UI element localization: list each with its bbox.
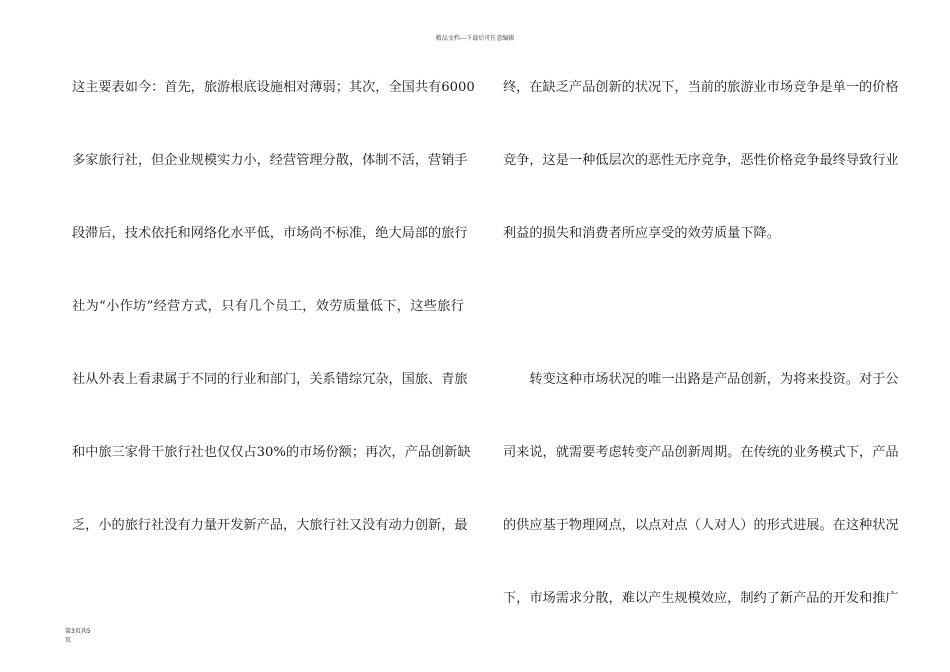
paragraph-line: 的供应基于物理网点，以点对点（人对人）的形式进展。在这种状况 — [503, 518, 899, 533]
paragraph-line: 乏，小的旅行社没有力量开发新产品，大旅行社又没有动力创新，最 — [72, 518, 468, 533]
paragraph-line: 社从外表上看隶属于不同的行业和部门，关系错综冗杂，国旅、青旅 — [72, 372, 468, 387]
paragraph-line: 和中旅三家骨干旅行社也仅仅占30%的市场份额；再次，产品创新缺 — [72, 445, 471, 460]
paragraph-line: 终，在缺乏产品创新的状况下，当前的旅游业市场竞争是单一的价格 — [503, 80, 899, 95]
paragraph-line: 多家旅行社，但企业规模实力小，经营管理分散，体制不活，营销手 — [72, 153, 468, 168]
right-text-column — [503, 78, 899, 662]
page-number-line-1: 第3页共5 — [65, 628, 91, 635]
paragraph-line: 竞争，这是一种低层次的恶性无序竞争，恶性价格竞争最终导致行业 — [503, 153, 899, 168]
paragraph-break — [503, 297, 883, 370]
paragraph-line: 利益的损失和消费者所应享受的效劳质量下降。 — [503, 226, 780, 241]
page-header: 精品文档---下载后可任意编辑 — [435, 35, 515, 42]
paragraph-line: 社为“小作坊”经营方式，只有几个员工，效劳质量低下，这些旅行 — [72, 299, 464, 314]
paragraph-line: 这主要表如今：首先，旅游根底设施相对薄弱；其次，全国共有6000 — [72, 80, 475, 95]
paragraph-line: 下，市场需求分散，难以产生规模效应，制约了新产品的开发和推广 — [503, 591, 899, 606]
paragraph-line: 司来说，就需要考虑转变产品创新周期。在传统的业务模式下，产品 — [503, 445, 899, 460]
page-number-line-2: 页 — [65, 637, 72, 644]
paragraph-line: 段滞后，技术依托和网络化水平低，市场尚不标准，绝大局部的旅行 — [72, 226, 468, 241]
left-text-column — [72, 78, 475, 589]
page-number — [65, 627, 91, 645]
paragraph-line: 转变这种市场状况的唯一出路是产品创新，为将来投资。对于公 — [503, 372, 899, 387]
